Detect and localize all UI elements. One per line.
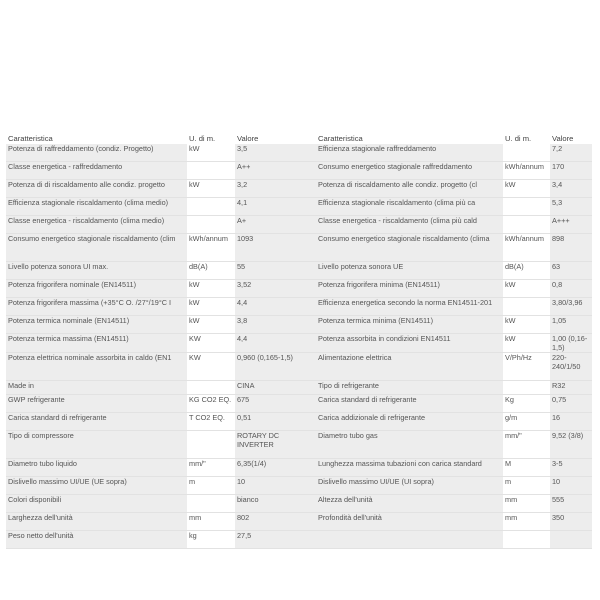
left-value: 3,2 [235, 180, 316, 198]
right-characteristic: Potenza termica minima (EN14511) [316, 316, 503, 334]
right-characteristic: Profondità dell'unità [316, 513, 503, 531]
right-characteristic: Altezza dell'unità [316, 495, 503, 513]
left-characteristic: Dislivello massimo UI/UE (UE sopra) [6, 477, 187, 495]
left-unit: mm/" [187, 459, 235, 477]
left-characteristic: Made in [6, 381, 187, 395]
table-row [6, 334, 592, 353]
table-row [6, 531, 592, 549]
left-unit: KW [187, 353, 235, 381]
left-characteristic: Classe energetica - raffreddamento [6, 162, 187, 180]
header-value-right: Valore [552, 134, 574, 143]
right-unit: Kg [503, 395, 550, 413]
left-value: 675 [235, 395, 316, 413]
left-value: 6,35(1/4) [235, 459, 316, 477]
header-caratteristica-left: Caratteristica [8, 134, 53, 143]
right-unit: kW [503, 280, 550, 298]
right-value: 3-5 [550, 459, 592, 477]
left-unit [187, 381, 235, 395]
left-unit: mm [187, 513, 235, 531]
left-value: 4,4 [235, 334, 316, 353]
left-unit: dB(A) [187, 262, 235, 280]
right-unit: m [503, 477, 550, 495]
right-characteristic: Alimentazione elettrica [316, 353, 503, 381]
right-unit: dB(A) [503, 262, 550, 280]
left-value: 0,51 [235, 413, 316, 431]
right-unit: kW [503, 316, 550, 334]
right-characteristic: Carica standard di refrigerante [316, 395, 503, 413]
right-characteristic: Livello potenza sonora UE [316, 262, 503, 280]
right-unit: mm [503, 495, 550, 513]
left-unit: kW [187, 298, 235, 316]
right-unit: mm/" [503, 431, 550, 459]
left-characteristic: GWP refrigerante [6, 395, 187, 413]
right-value: 555 [550, 495, 592, 513]
right-value: 0,75 [550, 395, 592, 413]
right-value: 0,8 [550, 280, 592, 298]
right-value: 10 [550, 477, 592, 495]
right-value: 5,3 [550, 198, 592, 216]
right-value: A+++ [550, 216, 592, 234]
left-characteristic: Potenza termica massima (EN14511) [6, 334, 187, 353]
left-value: 802 [235, 513, 316, 531]
right-value [550, 531, 592, 549]
right-unit: kWh/annum [503, 162, 550, 180]
right-value: 16 [550, 413, 592, 431]
right-characteristic: Potenza frigorifera minima (EN14511) [316, 280, 503, 298]
left-value: 3,5 [235, 144, 316, 162]
right-characteristic: Efficienza stagionale riscaldamento (clima più ca [316, 198, 503, 216]
left-characteristic: Larghezza dell'unità [6, 513, 187, 531]
right-unit: mm [503, 513, 550, 531]
right-unit: M [503, 459, 550, 477]
left-characteristic: Efficienza stagionale riscaldamento (clima medio) [6, 198, 187, 216]
left-characteristic: Peso netto dell'unità [6, 531, 187, 549]
left-unit [187, 431, 235, 459]
right-unit [503, 144, 550, 162]
left-value: 27,5 [235, 531, 316, 549]
header-unit-left: U. di m. [189, 134, 216, 143]
left-characteristic: Consumo energetico stagionale riscaldamento (clim [6, 234, 187, 262]
left-unit [187, 216, 235, 234]
right-unit [503, 198, 550, 216]
table-row [6, 180, 592, 198]
right-value: 9,52 (3/8) [550, 431, 592, 459]
left-value: A+ [235, 216, 316, 234]
left-characteristic: Potenza di di riscaldamento alle condiz. progetto [6, 180, 187, 198]
right-characteristic [316, 531, 503, 549]
table-row [6, 216, 592, 234]
right-unit: V/Ph/Hz [503, 353, 550, 381]
left-unit [187, 198, 235, 216]
left-unit: kWh/annum [187, 234, 235, 262]
left-value: 4,4 [235, 298, 316, 316]
left-value: 0,960 (0,165-1,5) [235, 353, 316, 381]
left-value: 3,52 [235, 280, 316, 298]
right-characteristic: Efficienza stagionale raffreddamento [316, 144, 503, 162]
table-row [6, 198, 592, 216]
table-row [6, 413, 592, 431]
right-value: 7,2 [550, 144, 592, 162]
left-value: 1093 [235, 234, 316, 262]
right-value: R32 [550, 381, 592, 395]
left-characteristic: Carica standard di refrigerante [6, 413, 187, 431]
table-row [6, 477, 592, 495]
left-unit: KG CO2 EQ. [187, 395, 235, 413]
table-row [6, 162, 592, 180]
left-characteristic: Potenza termica nominale (EN14511) [6, 316, 187, 334]
table-row [6, 495, 592, 513]
left-characteristic: Potenza elettrica nominale assorbita in caldo (EN1 [6, 353, 187, 381]
right-characteristic: Dislivello massimo UI/UE (UI sopra) [316, 477, 503, 495]
table-row [6, 459, 592, 477]
left-value: 3,8 [235, 316, 316, 334]
right-unit [503, 531, 550, 549]
right-unit [503, 298, 550, 316]
table-row [6, 262, 592, 280]
left-unit: kW [187, 280, 235, 298]
spec-table-container [6, 133, 592, 549]
left-characteristic: Livello potenza sonora UI max. [6, 262, 187, 280]
table-row [6, 395, 592, 413]
left-value: bianco [235, 495, 316, 513]
left-characteristic: Colori disponibili [6, 495, 187, 513]
left-value: ROTARY DC INVERTER [235, 431, 316, 459]
right-characteristic: Potenza di riscaldamento alle condiz. progetto (cl [316, 180, 503, 198]
right-characteristic: Tipo di refrigerante [316, 381, 503, 395]
right-unit: kW [503, 334, 550, 353]
right-characteristic: Lunghezza massima tubazioni con carica standard [316, 459, 503, 477]
right-characteristic: Consumo energetico stagionale riscaldamento (clima [316, 234, 503, 262]
header-unit-right: U. di m. [505, 134, 532, 143]
left-unit [187, 495, 235, 513]
left-value: 4,1 [235, 198, 316, 216]
left-characteristic: Diametro tubo liquido [6, 459, 187, 477]
left-characteristic: Potenza di raffreddamento (condiz. Progetto) [6, 144, 187, 162]
left-value: 10 [235, 477, 316, 495]
left-unit: kW [187, 316, 235, 334]
left-characteristic: Potenza frigorifera nominale (EN14511) [6, 280, 187, 298]
right-unit [503, 216, 550, 234]
right-value: 350 [550, 513, 592, 531]
table-row [6, 144, 592, 162]
right-value: 3,4 [550, 180, 592, 198]
right-value: 220-240/1/50 [550, 353, 592, 381]
table-row [6, 381, 592, 395]
right-characteristic: Potenza assorbita in condizioni EN14511 [316, 334, 503, 353]
table-row [6, 431, 592, 459]
table-row [6, 280, 592, 298]
left-value: A++ [235, 162, 316, 180]
table-row [6, 513, 592, 531]
table-row [6, 234, 592, 262]
header-caratteristica-right: Caratteristica [318, 134, 363, 143]
left-unit: kg [187, 531, 235, 549]
left-value: 55 [235, 262, 316, 280]
left-characteristic: Classe energetica - riscaldamento (clima medio) [6, 216, 187, 234]
right-unit: kW [503, 180, 550, 198]
right-characteristic: Classe energetica - riscaldamento (clima più cald [316, 216, 503, 234]
right-unit: kWh/annum [503, 234, 550, 262]
right-value: 1,00 (0,16-1,5) [550, 334, 592, 353]
table-row [6, 298, 592, 316]
right-unit [503, 381, 550, 395]
header-row [6, 133, 592, 144]
right-value: 3,80/3,96 [550, 298, 592, 316]
right-unit: g/m [503, 413, 550, 431]
left-unit: KW [187, 334, 235, 353]
table-row [6, 353, 592, 381]
right-characteristic: Diametro tubo gas [316, 431, 503, 459]
left-unit: kW [187, 144, 235, 162]
table-row [6, 316, 592, 334]
left-unit: m [187, 477, 235, 495]
left-characteristic: Tipo di compressore [6, 431, 187, 459]
left-characteristic: Potenza frigorifera massima (+35°C O. /27°/19°C I [6, 298, 187, 316]
header-value-left: Valore [237, 134, 259, 143]
right-value: 170 [550, 162, 592, 180]
right-value: 898 [550, 234, 592, 262]
left-unit [187, 162, 235, 180]
right-value: 63 [550, 262, 592, 280]
spec-table [6, 133, 592, 549]
left-unit: T CO2 EQ. [187, 413, 235, 431]
right-characteristic: Carica addizionale di refrigerante [316, 413, 503, 431]
right-value: 1,05 [550, 316, 592, 334]
left-unit: kW [187, 180, 235, 198]
left-value: CINA [235, 381, 316, 395]
right-characteristic: Consumo energetico stagionale raffreddamento [316, 162, 503, 180]
right-characteristic: Efficienza energetica secondo la norma EN14511-201 [316, 298, 503, 316]
